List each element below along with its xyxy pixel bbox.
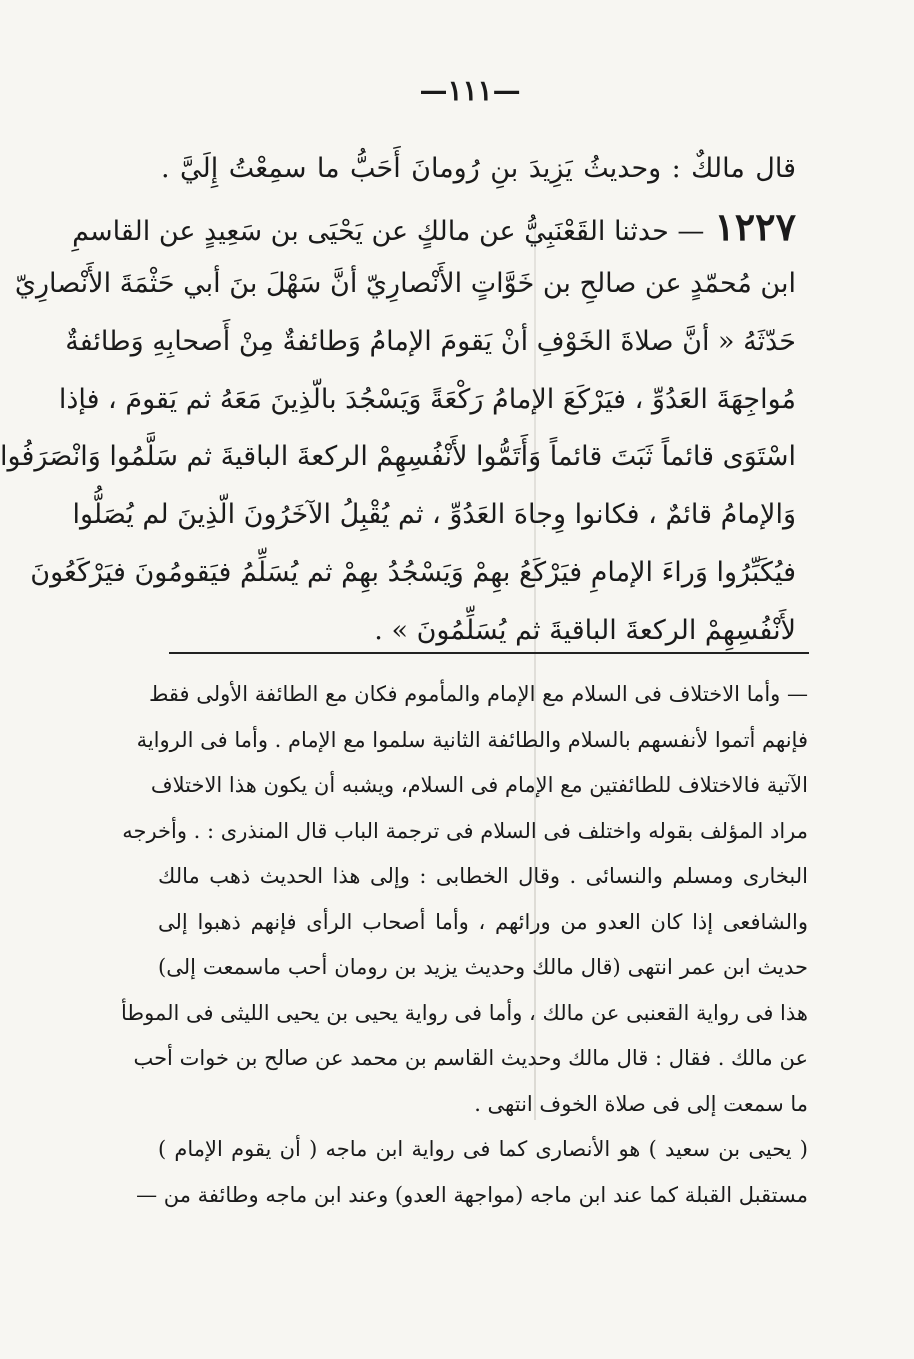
commentary-text — [121, 672, 808, 1218]
hadith-line: حَدّثَهُ « أنَّ صلاةَ الخَوْفِ أنْ يَقومَ الإمامُ وَطائفةٌ مِنْ أَصحابِهِ وَطائفةٌ — [65, 326, 796, 358]
commentary-line: مستقبل القبلة كما عند ابن ماجه (مواجهة العدو) وعند ابن ماجه وطائفة من — — [136, 1182, 808, 1207]
commentary-line: حديث ابن عمر انتهى (قال مالك وحديث يزيد بن رومان أحب ماسمعت إلى) — [158, 955, 808, 979]
hadith-line: فيُكَبِّرُوا وَراءَ الإمامِ فيَرْكَعُ بهِمْ وَيَسْجُدُ بهِمْ ثم يُسَلِّمُ فيَقومُونَ فيَرْكَعُونَ — [30, 556, 796, 588]
hadith-number: ١٢٢٧ — [714, 203, 796, 249]
commentary-line: والشافعى إذا كان العدو من ورائهم ، وأما أصحاب الرأى فإنهم ذهبوا إلى — [158, 909, 808, 934]
commentary-line: ما سمعت إلى فى صلاة الخوف انتهى . — [474, 1091, 808, 1116]
footnote-divider — [169, 652, 809, 654]
commentary-line: مراد المؤلف بقوله واختلف فى السلام فى ترجمة الباب قال المنذرى : . وأخرجه — [122, 818, 808, 843]
hadith-line: مُواجِهَةَ العَدُوِّ ، فيَرْكَعَ الإمامُ رَكْعَةً وَيَسْجُدَ بالّذِينَ مَعَهُ ثم يَقومَ ، فإذا — [58, 383, 796, 415]
commentary-line: عن مالك . فقال : قال مالك وحديث القاسم بن محمد عن صالح بن خوات أحب — [133, 1046, 808, 1070]
hadith-text — [0, 140, 796, 659]
hadith-line: لأَنْفُسِهِمْ الركعةَ الباقيةَ ثم يُسَلِّمُونَ » . — [374, 614, 796, 646]
commentary-line: — وأما الاختلاف فى السلام مع الإمام والمأموم فكان مع الطائفة الأولى فقط — [148, 682, 808, 706]
hadith-line: وَالإمامُ قائمٌ ، فكانوا وِجاهَ العَدُوِّ ، ثم يُقْبِلُ الآخَرُونَ الّذِينَ لم يُصَلُّوا — [72, 499, 796, 531]
hadith-line: اسْتَوَى قائماً ثَبَتَ قائماً وَأَتَمُّوا لأَنْفُسِهِمْ الركعةَ الباقيةَ ثم سَلَّمُوا وَانْصَرَفُوا — [0, 441, 796, 473]
hadith-line: ابن مُحمّدٍ عن صالحِ بن خَوَّاتٍ الأَنْصارِيّ أنَّ سَهْلَ بنَ أبي حَثْمَةَ الأَنْصارِيّ — [14, 268, 796, 300]
commentary-line: ( يحيى بن سعيد ) هو الأنصارى كما فى رواية ابن ماجه ( أن يقوم الإمام ) — [158, 1137, 808, 1161]
page-number: —١١١— — [419, 74, 521, 107]
hadith-line: — حدثنا القَعْنَبِيُّ عن مالكٍ عن يَحْيَى بن سَعِيدٍ عن القاسمِ — [72, 215, 705, 247]
commentary-line: البخارى ومسلم والنسائى . وقال الخطابى : وإلى هذا الحديث ذهب مالك — [158, 864, 808, 888]
commentary-line: فإنهم أتموا لأنفسهم بالسلام والطائفة الثانية سلموا مع الإمام . وأما فى الرواية — [136, 727, 808, 752]
hadith-intro-line: قال مالكٌ : وحديثُ يَزِيدَ بنِ رُومانَ أَحَبُّ ما سمِعْتُ إِلَيَّ . — [161, 153, 796, 184]
commentary-line: هذا فى رواية القعنبى عن مالك ، وأما فى رواية يحيى بن يحيى الليثى فى الموطأ — [121, 1000, 808, 1025]
commentary-line: الآتية فالاختلاف للطائفتين مع الإمام فى السلام، ويشبه أن يكون هذا الاختلاف — [150, 773, 808, 797]
hadith-first-line — [72, 198, 796, 256]
